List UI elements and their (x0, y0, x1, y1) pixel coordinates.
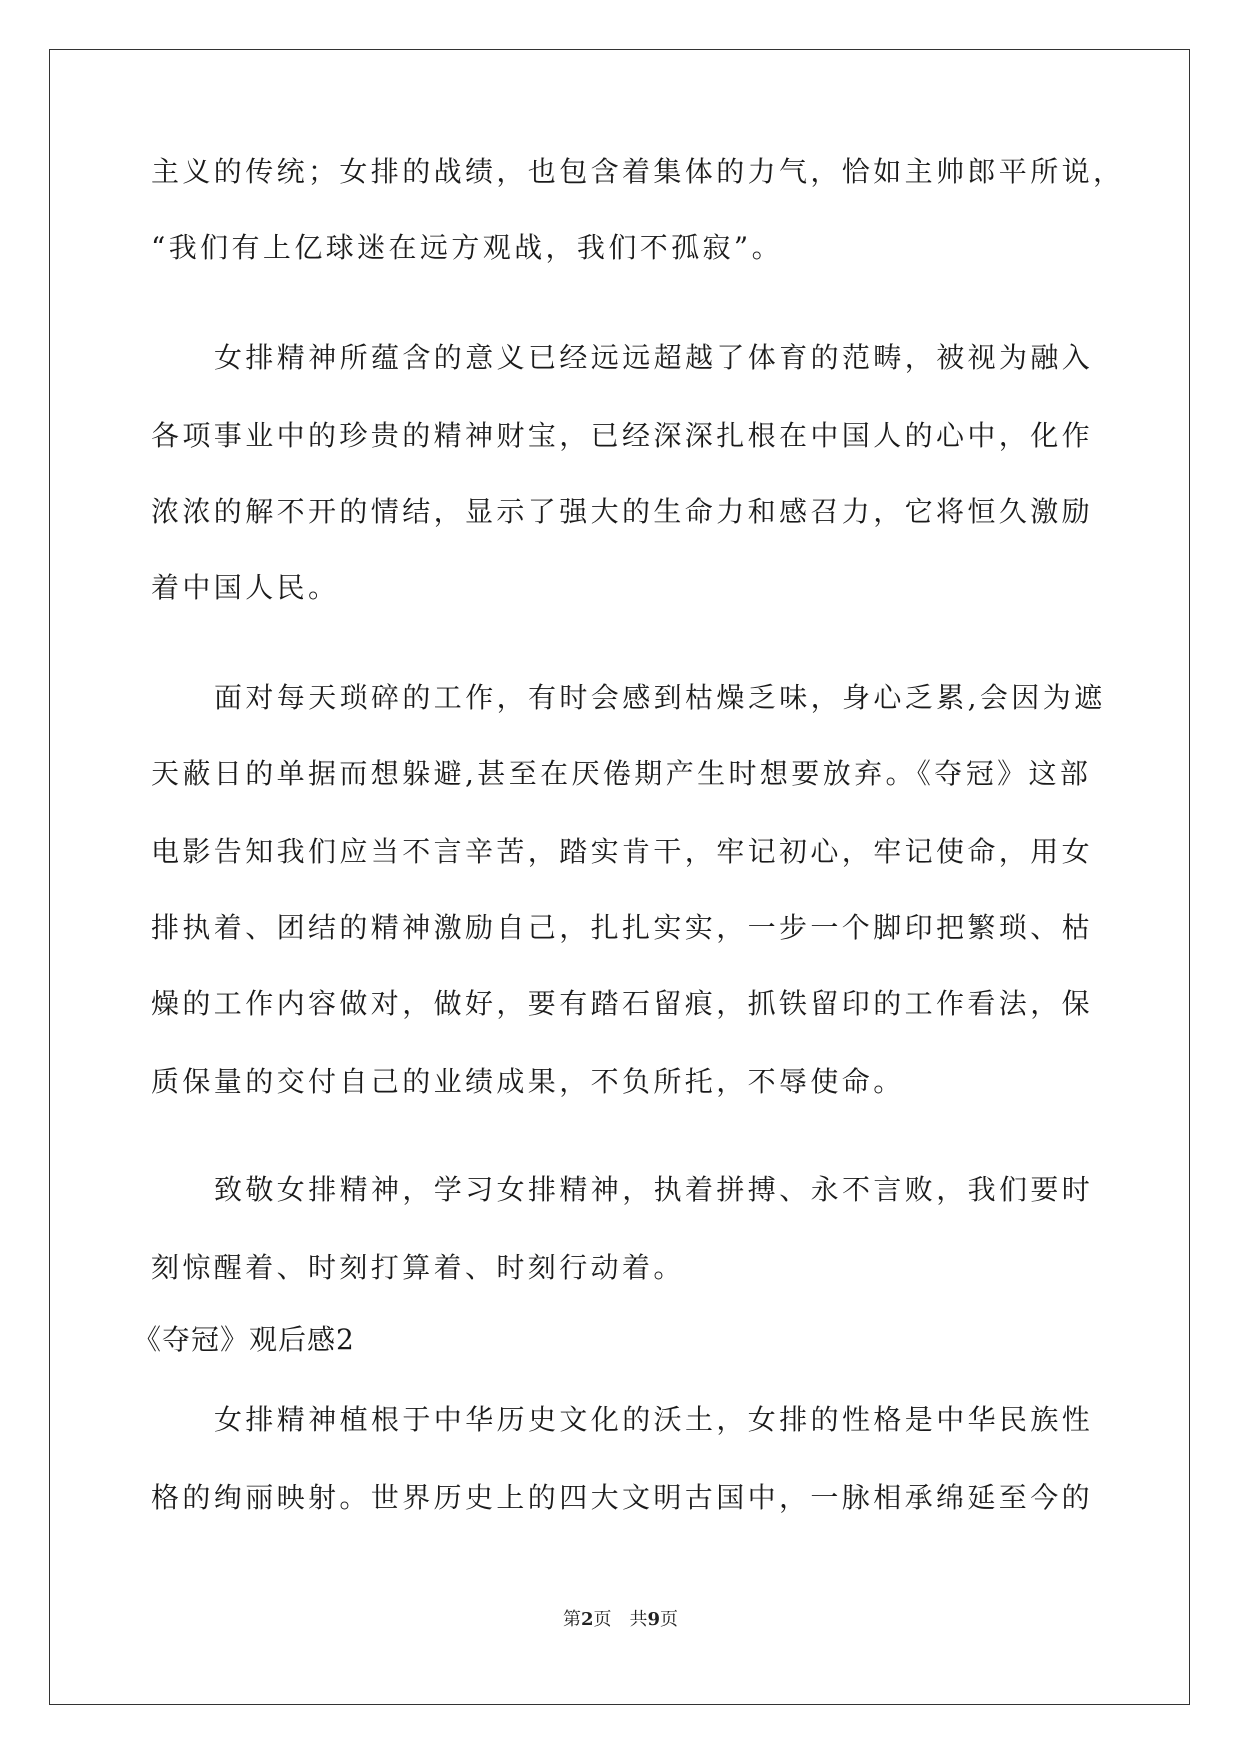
page-label-suffix: 页 (660, 1609, 679, 1630)
text-line: 主义的传统；女排的战绩，也包含着集体的力气，恰如主帅郎平所说， (151, 155, 1125, 188)
page-border (49, 49, 1190, 1705)
current-page-number: 2 (580, 1609, 594, 1630)
text-line: 天蔽日的单据而想躲避,甚至在厌倦期产生时想要放弃。《夺冠》这部 (151, 757, 1092, 790)
page-footer (0, 1608, 1241, 1632)
page-label-mid: 页 共 (593, 1609, 648, 1630)
text-line: 浓浓的解不开的情结，显示了强大的生命力和感召力，它将恒久激励 (151, 495, 1094, 528)
text-line: 着中国人民。 (151, 571, 340, 604)
text-line: 质保量的交付自己的业绩成果，不负所托，不辱使命。 (151, 1065, 905, 1098)
text-line: 各项事业中的珍贵的精神财宝，已经深深扎根在中国人的心中，化作 (151, 419, 1094, 452)
paragraph-first-line: 致敬女排精神，学习女排精神，执着拼搏、永不言败，我们要时 (214, 1173, 1094, 1206)
text-line: 刻惊醒着、时刻打算着、时刻行动着。 (151, 1251, 685, 1284)
paragraph-first-line: 女排精神所蕴含的意义已经远远超越了体育的范畴，被视为融入 (214, 341, 1094, 374)
text-line: 格的绚丽映射。世界历史上的四大文明古国中，一脉相承绵延至今的 (151, 1481, 1094, 1514)
text-line: 排执着、团结的精神激励自己，扎扎实实，一步一个脚印把繁琐、枯 (151, 911, 1094, 944)
text-line: 电影告知我们应当不言辛苦，踏实肯干，牢记初心，牢记使命，用女 (151, 835, 1094, 868)
paragraph-first-line: 女排精神植根于中华历史文化的沃土，女排的性格是中华民族性 (214, 1403, 1094, 1436)
text-line: 燥的工作内容做对，做好，要有踏石留痕，抓铁留印的工作看法，保 (151, 987, 1094, 1020)
paragraph-first-line: 面对每天琐碎的工作，有时会感到枯燥乏味，身心乏累,会因为遮 (214, 681, 1106, 714)
text-line: “我们有上亿球迷在远方观战，我们不孤寂”。 (151, 231, 784, 264)
page-label-prefix: 第 (562, 1609, 581, 1630)
total-page-number: 9 (647, 1609, 661, 1630)
section-heading: 《夺冠》观后感2 (133, 1323, 355, 1356)
